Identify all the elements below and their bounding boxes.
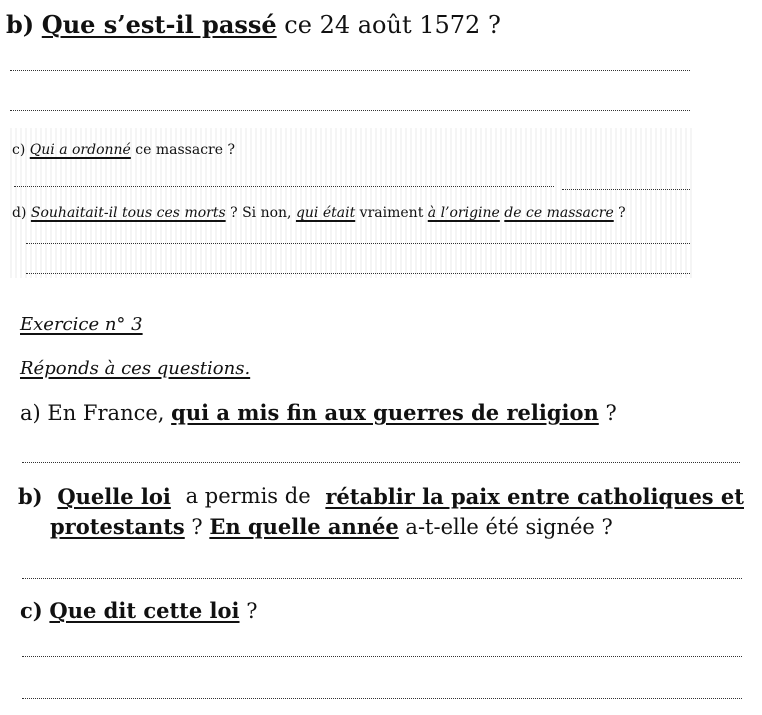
- answer-line[interactable]: [22, 656, 742, 657]
- question-text: ?: [184, 515, 210, 539]
- question-text: a permis de: [185, 484, 311, 508]
- answer-line[interactable]: [22, 462, 740, 463]
- question-label: c): [12, 142, 26, 158]
- question-text: ? Si non,: [225, 205, 296, 221]
- answer-line[interactable]: [26, 273, 690, 274]
- question-b-law-line2: [50, 514, 613, 539]
- answer-line[interactable]: [14, 186, 554, 187]
- question-emphasis: qui a mis fin aux guerres de religion: [171, 400, 599, 425]
- answer-line[interactable]: [22, 698, 742, 699]
- question-text: vraiment: [355, 205, 428, 221]
- question-label: b): [18, 484, 43, 509]
- question-text: ?: [239, 599, 258, 623]
- answer-line[interactable]: [22, 578, 742, 579]
- question-label: d): [12, 205, 27, 221]
- question-emphasis: Que s’est-il passé: [41, 10, 277, 39]
- answer-line[interactable]: [10, 110, 690, 111]
- question-label: a): [20, 401, 41, 425]
- question-emphasis: En quelle année: [209, 514, 399, 539]
- question-text: ?: [598, 401, 617, 425]
- question-b-law-line1: [18, 484, 744, 509]
- question-emphasis: Que dit cette loi: [49, 598, 240, 623]
- answer-line[interactable]: [10, 70, 690, 71]
- question-label: c): [20, 598, 43, 623]
- exercise-title: Exercice n° 3: [20, 314, 143, 335]
- question-emphasis: de ce massacre: [504, 205, 614, 221]
- question-a-end-wars: [20, 400, 617, 425]
- exercise-instruction: Réponds à ces questions.: [20, 358, 251, 379]
- question-text: a-t-elle été signée ?: [398, 515, 613, 539]
- question-text: ce 24 août 1572 ?: [276, 11, 501, 39]
- answer-line[interactable]: [562, 189, 690, 190]
- question-emphasis: Souhaitait-il tous ces morts: [30, 205, 226, 221]
- question-emphasis: qui était: [295, 205, 356, 221]
- question-emphasis: protestants: [50, 514, 185, 539]
- question-text: En France,: [47, 401, 172, 425]
- question-emphasis: rétablir la paix entre catholiques et: [325, 484, 744, 509]
- question-emphasis: Qui a ordonné: [29, 142, 131, 158]
- question-b-massacre: [6, 10, 501, 39]
- question-c-order: [12, 142, 235, 158]
- question-emphasis: Quelle loi: [57, 484, 171, 509]
- question-emphasis: à l’origine: [427, 205, 500, 221]
- question-label: b): [6, 10, 35, 39]
- answer-line[interactable]: [26, 243, 690, 244]
- question-text: ce massacre ?: [130, 142, 235, 158]
- question-c-law-content: [20, 598, 257, 623]
- question-d-intent: [12, 205, 626, 221]
- question-text: ?: [613, 205, 626, 221]
